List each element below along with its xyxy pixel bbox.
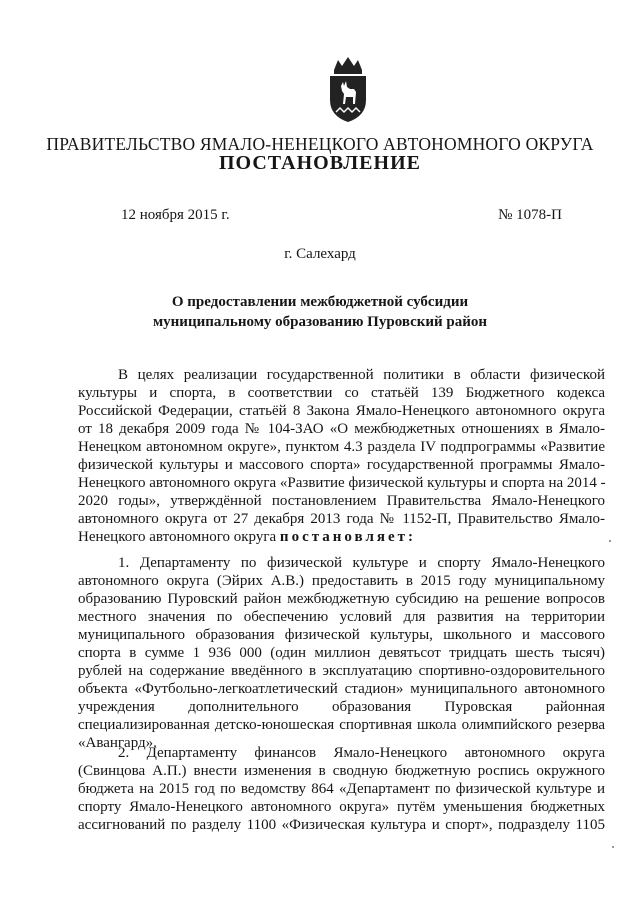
- item-2-paragraph: [78, 744, 605, 834]
- text-line: муниципального образования физической культуры, школьного и массового: [78, 627, 605, 643]
- scan-speck: [609, 540, 611, 542]
- title-line: муниципальному образованию Пуровский район: [152, 314, 488, 330]
- document-city: г. Салехард: [284, 246, 356, 262]
- document-number: № 1078-П: [498, 207, 562, 223]
- decree-word: постановляет:: [279, 529, 416, 545]
- text-line: учреждения дополнительного образования Пуровская районная: [78, 699, 605, 715]
- item-1-paragraph: [78, 554, 605, 752]
- text-line: рублей на содержание введённого в эксплуатацию спортивно-оздоровительного: [78, 663, 605, 679]
- text-line: культуры и спорта, в соответствии со статьёй 139 Бюджетного кодекса: [78, 385, 605, 401]
- text-line: 2020 годы», утверждённой постановлением Правительства Ямало-Ненецкого: [78, 493, 605, 509]
- yamal-coat-of-arms-icon: [326, 56, 370, 124]
- text-line: спорта в сумме 1 936 000 (один миллион девятьсот тридцать шесть тысяч): [78, 645, 605, 661]
- text-line: образованию Пуровский район межбюджетную субсидию на решение вопросов: [78, 591, 605, 607]
- text-line: ассигнований по разделу 1100 «Физическая культура и спорт», подразделу 1105: [78, 817, 605, 833]
- text-line: Ненецком автономном округе», пунктом 4.3 раздела IV подпрограммы «Развитие: [78, 439, 605, 455]
- text-line: (Свинцова А.П.) внести изменения в сводную бюджетную роспись окружного: [78, 763, 605, 779]
- text-line: от 18 декабря 2009 года № 104-ЗАО «О межбюджетных отношениях в Ямало-: [78, 421, 605, 437]
- text-line: физической культуры и массового спорта» государственной программы Ямало-: [78, 457, 605, 473]
- title-line: О предоставлении межбюджетной субсидии: [171, 294, 469, 310]
- organization-name: ПРАВИТЕЛЬСТВО ЯМАЛО-НЕНЕЦКОГО АВТОНОМНОГО ОКРУГА: [46, 134, 594, 154]
- text-line: объекта «Футбольно-легкоатлетический стадион» муниципального автономного: [78, 681, 605, 697]
- scan-speck: [612, 846, 614, 848]
- text-line: Ненецкого автономного округа «Развитие физической культуры и спорта на 2014 -: [78, 475, 606, 491]
- text-line: 2. Департаменту финансов Ямало-Ненецкого автономного округа: [118, 745, 605, 761]
- text-line: автономного округа от 27 декабря 2013 года № 1152-П, Правительство Ямало-: [78, 511, 605, 527]
- text-line: «Авангард».: [78, 735, 157, 751]
- text-line: 1. Департаменту по физической культуре и спорту Ямало-Ненецкого: [118, 555, 605, 571]
- text-line: местного значения по обеспечению условий для развития на территории: [78, 609, 605, 625]
- preamble-last-line: Ненецкого автономного округа: [78, 529, 277, 545]
- text-line: В целях реализации государственной политики в области физической: [118, 367, 605, 383]
- text-line: спорту Ямало-Ненецкого автономного округа» путём уменьшения бюджетных: [78, 799, 605, 815]
- text-line: автономного округа (Эйрих А.В.) предоставить в 2015 году муниципальному: [78, 573, 605, 589]
- document-type: ПОСТАНОВЛЕНИЕ: [219, 152, 421, 174]
- preamble-paragraph: [78, 366, 605, 546]
- text-line: Российской Федерации, статьёй 8 Закона Ямало-Ненецкого автономного округа: [78, 403, 605, 419]
- text-line: бюджета на 2015 год по ведомству 864 «Департамент по физической культуре и: [78, 781, 605, 797]
- document-title: [0, 292, 640, 332]
- document-date: 12 ноября 2015 г.: [121, 207, 230, 223]
- text-line: [78, 528, 605, 546]
- text-line: специализированная детско-юношеская спортивная школа олимпийского резерва: [78, 717, 605, 733]
